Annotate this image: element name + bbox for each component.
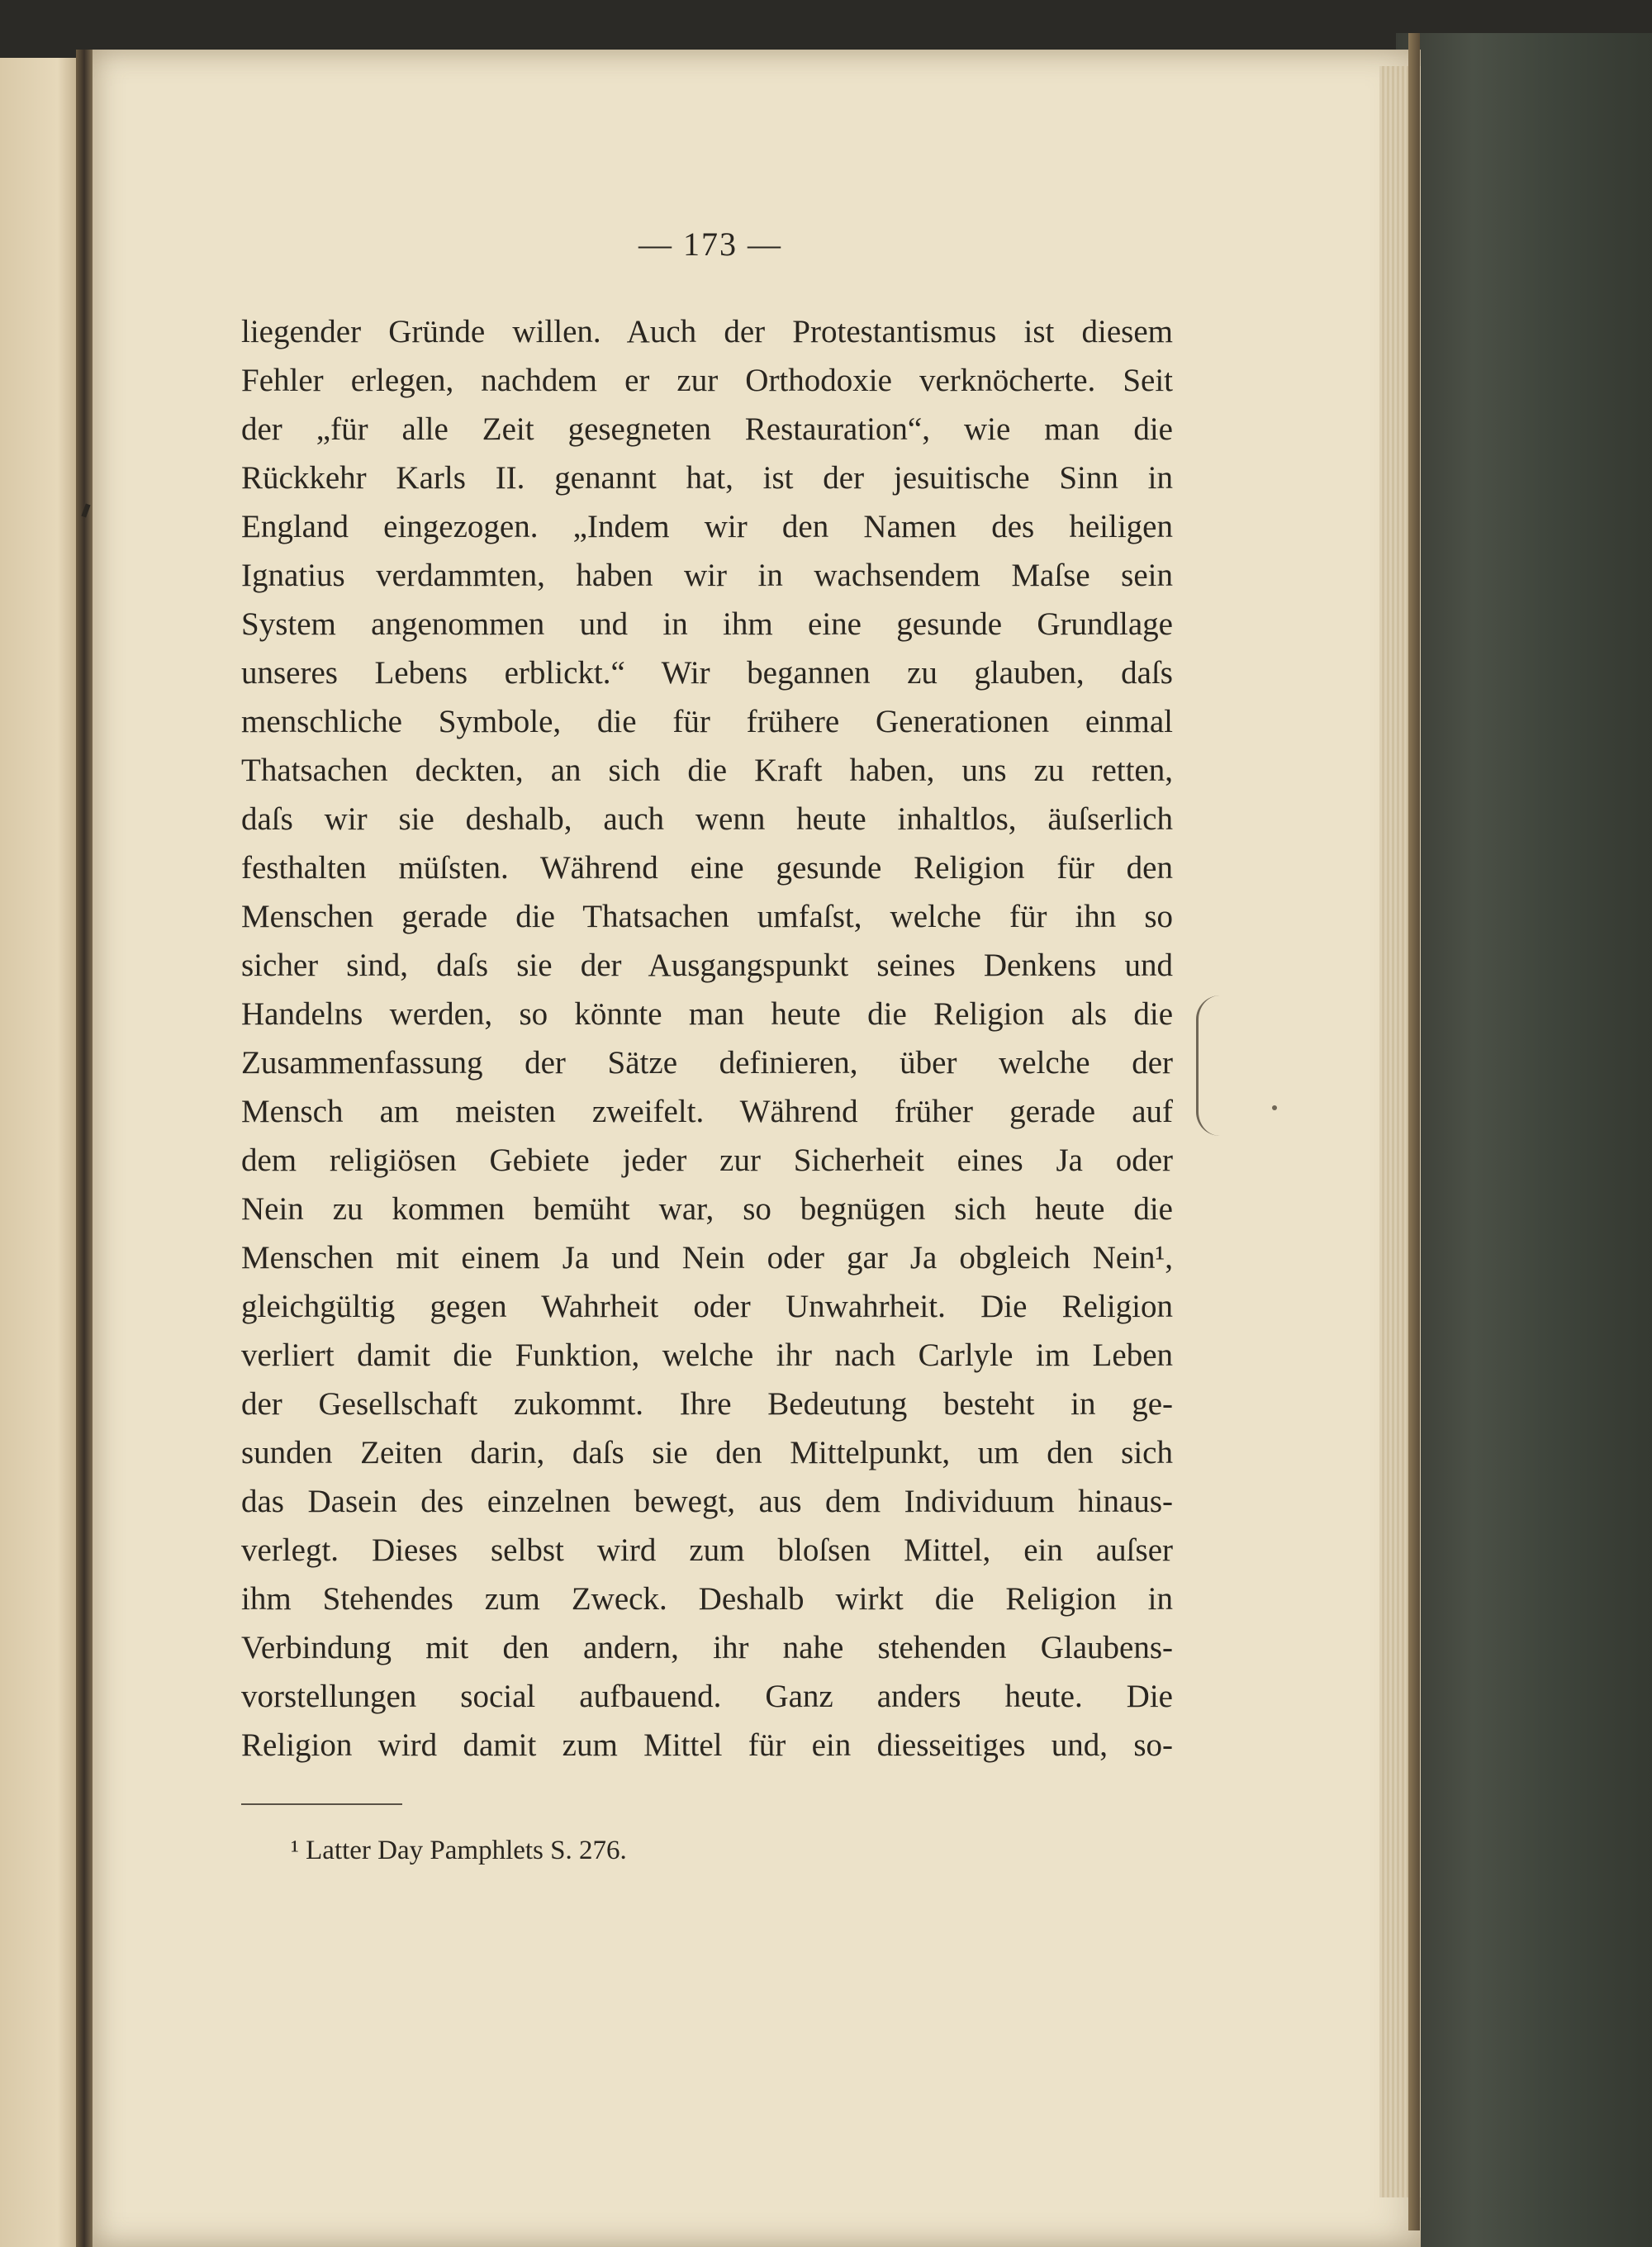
- text-line: Handelns werden, so könnte man heute die Religion als die: [241, 996, 1173, 1032]
- text-line: Ignatius verdammten, haben wir in wachsendem Maſse sein: [241, 558, 1173, 593]
- footnote-divider: [241, 1803, 402, 1805]
- text-line: festhalten müſsten. Während eine gesunde Religion für den: [241, 850, 1173, 886]
- text-line: unseres Lebens erblickt.“ Wir begannen zu glauben, daſs: [241, 655, 1173, 691]
- footnote: ¹ Latter Day Pamphlets S. 276.: [291, 1836, 627, 1865]
- book-gutter: [76, 50, 93, 2247]
- text-line: Fehler erlegen, nachdem er zur Orthodoxie verknöcherte. Seit: [241, 363, 1173, 398]
- cover-edge: [1408, 33, 1420, 2230]
- text-line: gleichgültig gegen Wahrheit oder Unwahrheit. Die Religion: [241, 1289, 1173, 1324]
- text-line: Verbindung mit den andern, ihr nahe stehenden Glaubens-: [241, 1630, 1173, 1665]
- text-line: Zusammenfassung der Sätze definieren, über welche der: [241, 1045, 1173, 1081]
- text-line: Menschen mit einem Ja und Nein oder gar Ja obgleich Nein¹,: [241, 1240, 1173, 1276]
- page-number: — 173 —: [638, 226, 782, 263]
- margin-dot: [1272, 1105, 1277, 1110]
- text-line: sicher sind, daſs sie der Ausgangspunkt seines Denkens und: [241, 948, 1173, 983]
- text-line: Mensch am meisten zweifelt. Während früher gerade auf: [241, 1094, 1173, 1129]
- text-line: verlegt. Dieses selbst wird zum bloſsen Mittel, ein auſser: [241, 1532, 1173, 1568]
- text-line: daſs wir sie deshalb, auch wenn heute inhaltlos, äuſserlich: [241, 801, 1173, 837]
- text-line: das Dasein des einzelnen bewegt, aus dem Individuum hinaus-: [241, 1484, 1173, 1519]
- text-line: dem religiösen Gebiete jeder zur Sicherheit eines Ja oder: [241, 1143, 1173, 1178]
- text-line: Rückkehr Karls II. genannt hat, ist der jesuitische Sinn in: [241, 460, 1173, 496]
- text-line: System angenommen und in ihm eine gesunde Grundlage: [241, 606, 1173, 642]
- book-cover: [1396, 33, 1652, 2247]
- text-line: liegender Gründe willen. Auch der Protestantismus ist diesem: [241, 314, 1173, 349]
- text-line: menschliche Symbole, die für frühere Generationen einmal: [241, 704, 1173, 739]
- text-line: der Gesellschaft zukommt. Ihre Bedeutung besteht in ge-: [241, 1386, 1173, 1422]
- text-line: vorstellungen social aufbauend. Ganz anders heute. Die: [241, 1679, 1173, 1714]
- text-line: ihm Stehendes zum Zweck. Deshalb wirkt die Religion in: [241, 1581, 1173, 1617]
- margin-bracket-mark: [1196, 995, 1220, 1136]
- text-line: Religion wird damit zum Mittel für ein diesseitiges und, so-: [241, 1727, 1173, 1763]
- text-line: Thatsachen deckten, an sich die Kraft haben, uns zu retten,: [241, 753, 1173, 788]
- text-line: England eingezogen. „Indem wir den Namen des heiligen: [241, 509, 1173, 544]
- body-text: [241, 307, 1173, 1770]
- text-line: verliert damit die Funktion, welche ihr nach Carlyle im Leben: [241, 1337, 1173, 1373]
- previous-page-edge: [0, 58, 83, 2247]
- text-line: Menschen gerade die Thatsachen umfaſst, welche für ihn so: [241, 899, 1173, 934]
- text-line: Nein zu kommen bemüht war, so begnügen sich heute die: [241, 1191, 1173, 1227]
- text-line: sunden Zeiten darin, daſs sie den Mittelpunkt, um den sich: [241, 1435, 1173, 1470]
- text-line: der „für alle Zeit gesegneten Restauration“, wie man die: [241, 411, 1173, 447]
